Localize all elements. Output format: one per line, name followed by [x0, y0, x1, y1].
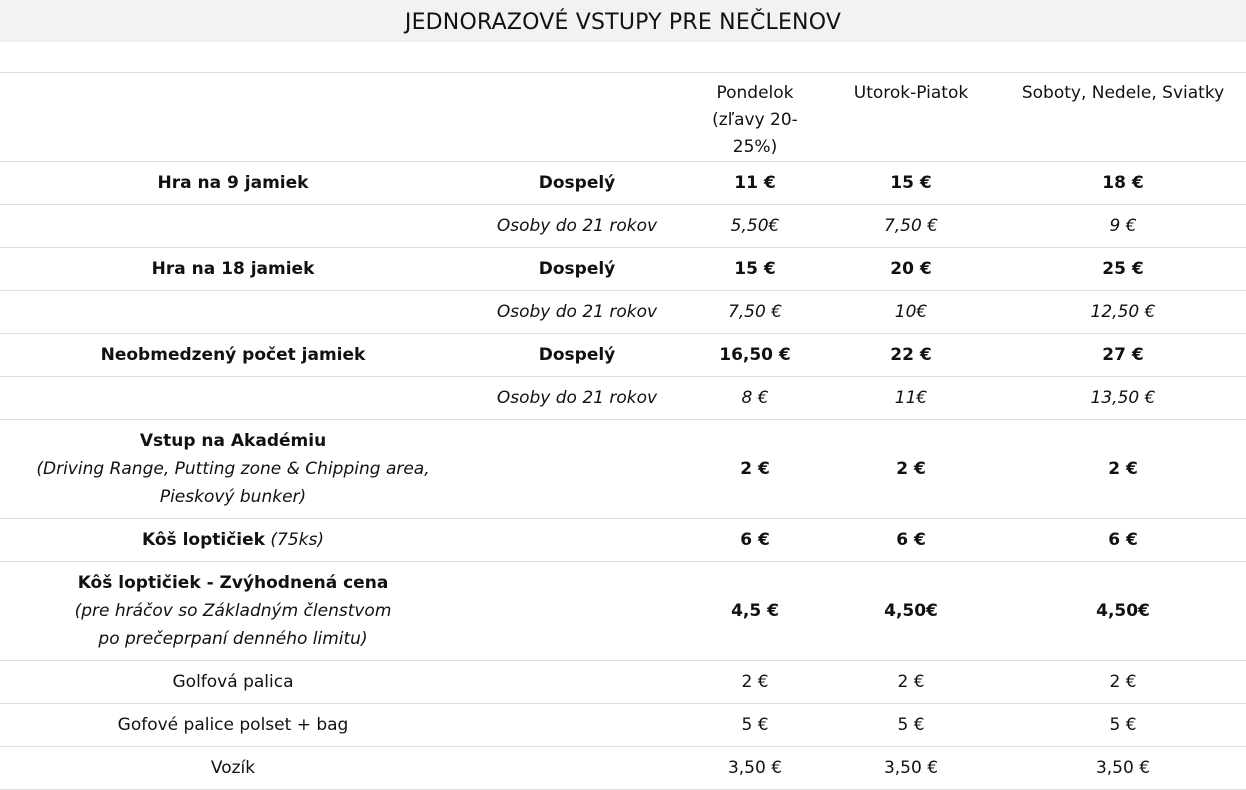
price-table: [0, 72, 1246, 790]
spacer: [0, 42, 1246, 72]
price-monday: 6 €: [688, 519, 822, 562]
price-weekend: 4,50€: [1000, 562, 1246, 661]
row-note: (Driving Range, Putting zone & Chipping area,: [36, 459, 430, 479]
header-monday: [688, 73, 822, 162]
header-weekdays: Utorok-Piatok: [822, 73, 1000, 162]
price-monday: 5 €: [688, 704, 822, 747]
row-label: Neobmedzený počet jamiek: [0, 334, 466, 377]
price-weekdays: 2 €: [822, 420, 1000, 519]
table-row: [0, 562, 1246, 661]
price-weekend: 25 €: [1000, 248, 1246, 291]
row-type: [466, 519, 688, 562]
table-header-row: [0, 73, 1246, 162]
table-row: [0, 747, 1246, 790]
header-empty: [466, 73, 688, 162]
row-type: Osoby do 21 rokov: [466, 291, 688, 334]
price-monday: 16,50 €: [688, 334, 822, 377]
title-bar: [0, 0, 1246, 42]
row-note: (75ks): [270, 530, 324, 550]
price-weekdays: 2 €: [822, 661, 1000, 704]
table-row: [0, 248, 1246, 291]
price-monday: 2 €: [688, 420, 822, 519]
price-monday: 8 €: [688, 377, 822, 420]
price-weekend: 12,50 €: [1000, 291, 1246, 334]
header-empty: [0, 73, 466, 162]
price-weekend: 3,50 €: [1000, 747, 1246, 790]
price-monday: 7,50 €: [688, 291, 822, 334]
table-row: [0, 704, 1246, 747]
row-title: Kôš loptičiek - Zvýhodnená cena: [77, 573, 389, 593]
price-weekdays: 4,50€: [822, 562, 1000, 661]
row-type: Osoby do 21 rokov: [466, 377, 688, 420]
row-type: Dospelý: [466, 162, 688, 205]
row-label: Vozík: [0, 747, 466, 790]
price-weekdays: 11€: [822, 377, 1000, 420]
price-monday: 5,50€: [688, 205, 822, 248]
price-weekend: 5 €: [1000, 704, 1246, 747]
price-weekend: 27 €: [1000, 334, 1246, 377]
price-monday: 2 €: [688, 661, 822, 704]
table-row: [0, 377, 1246, 420]
row-note: (pre hráčov so Základným členstvom: [74, 601, 392, 621]
price-weekend: 9 €: [1000, 205, 1246, 248]
price-weekdays: 22 €: [822, 334, 1000, 377]
price-weekdays: 10€: [822, 291, 1000, 334]
row-label: Golfová palica: [0, 661, 466, 704]
row-label: [0, 420, 466, 519]
page-title: JEDNORAZOVÉ VSTUPY PRE NEČLENOV: [404, 9, 842, 35]
price-weekdays: 15 €: [822, 162, 1000, 205]
row-label: Hra na 18 jamiek: [0, 248, 466, 291]
price-monday: 3,50 €: [688, 747, 822, 790]
row-type: Osoby do 21 rokov: [466, 205, 688, 248]
price-weekend: 2 €: [1000, 661, 1246, 704]
table-row: [0, 519, 1246, 562]
table-row: [0, 334, 1246, 377]
row-label: [0, 519, 466, 562]
price-monday: 11 €: [688, 162, 822, 205]
price-weekdays: 3,50 €: [822, 747, 1000, 790]
row-type: [466, 562, 688, 661]
table-row: [0, 661, 1246, 704]
table-row: [0, 205, 1246, 248]
row-label: Hra na 9 jamiek: [0, 162, 466, 205]
price-weekdays: 20 €: [822, 248, 1000, 291]
row-label: Gofové palice polset + bag: [0, 704, 466, 747]
table-row: [0, 420, 1246, 519]
header-weekend: Soboty, Nedele, Sviatky: [1000, 73, 1246, 162]
row-title: Kôš loptičiek: [142, 530, 265, 550]
header-monday-label: Pondelok: [716, 83, 794, 103]
row-label: [0, 562, 466, 661]
price-weekdays: 6 €: [822, 519, 1000, 562]
table-row: [0, 291, 1246, 334]
price-weekend: 6 €: [1000, 519, 1246, 562]
row-type: [466, 420, 688, 519]
price-weekdays: 5 €: [822, 704, 1000, 747]
row-type: [466, 661, 688, 704]
row-title: Vstup na Akadémiu: [139, 431, 327, 451]
price-monday: 15 €: [688, 248, 822, 291]
row-type: [466, 704, 688, 747]
price-monday: 4,5 €: [688, 562, 822, 661]
row-type: Dospelý: [466, 334, 688, 377]
row-note: Pieskový bunker): [159, 487, 307, 507]
header-monday-note: (zľavy 20-25%): [712, 110, 798, 157]
row-label: [0, 291, 466, 334]
row-note: po prečeprpaní denného limitu): [98, 629, 368, 649]
row-type: Dospelý: [466, 248, 688, 291]
price-weekend: 13,50 €: [1000, 377, 1246, 420]
price-weekdays: 7,50 €: [822, 205, 1000, 248]
price-weekend: 2 €: [1000, 420, 1246, 519]
row-type: [466, 747, 688, 790]
table-row: [0, 162, 1246, 205]
row-label: [0, 205, 466, 248]
row-label: [0, 377, 466, 420]
price-weekend: 18 €: [1000, 162, 1246, 205]
